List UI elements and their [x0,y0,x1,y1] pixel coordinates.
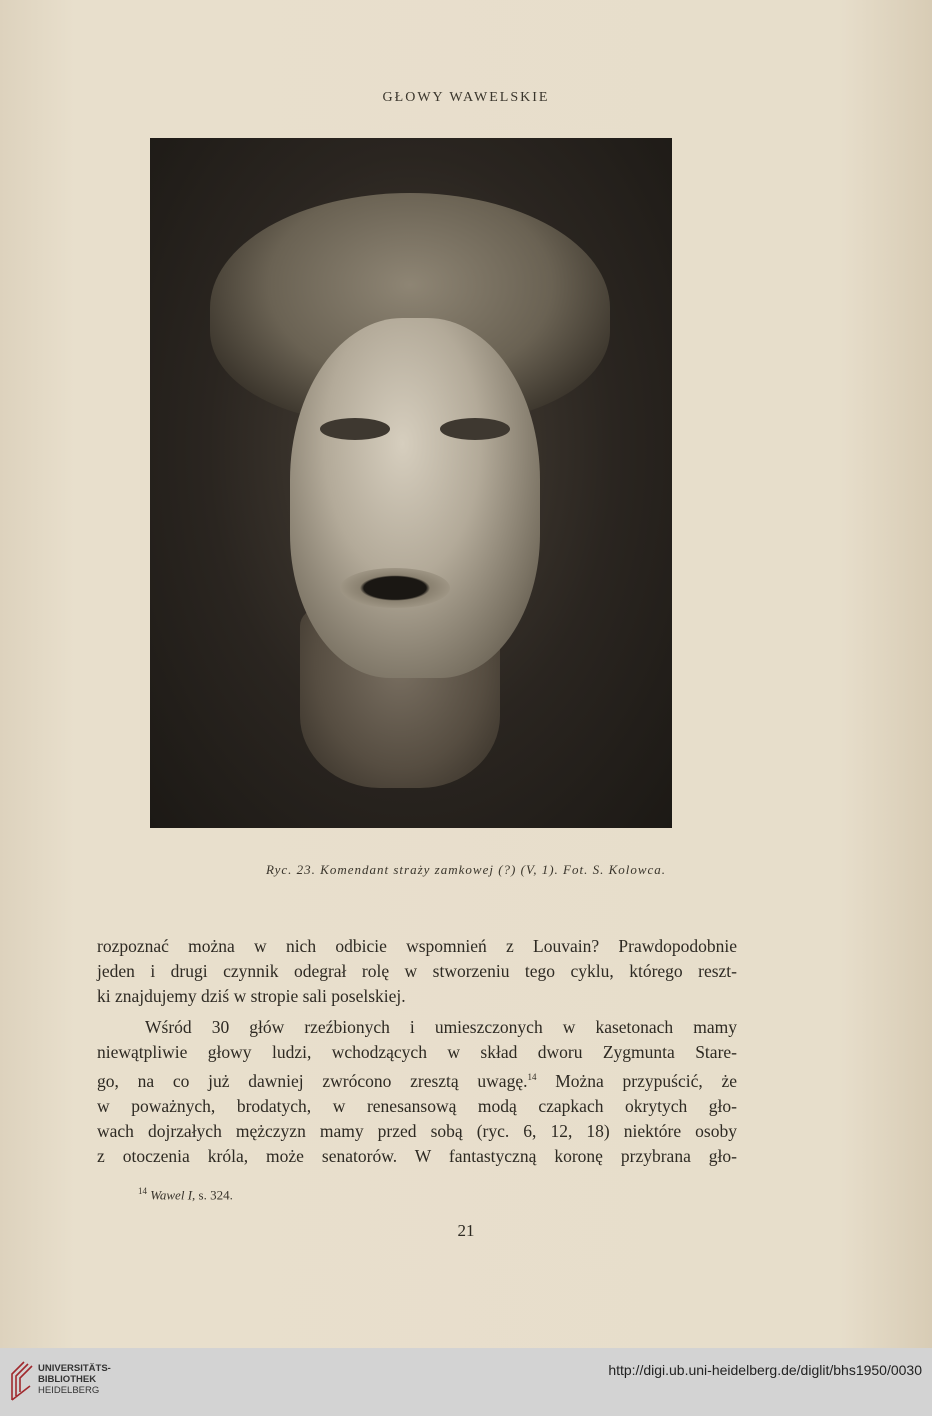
library-logo-text[interactable]: UNIVERSITÄTS- BIBLIOTHEK HEIDELBERG [38,1363,111,1396]
figure-caption: Ryc. 23. Komendant straży zamkowej (?) (V, 1). Fot. S. Kolowca. [265,862,667,877]
figure-photo-sculpted-head [150,138,672,828]
source-url-link[interactable]: http://digi.ub.uni-heidelberg.de/diglit/bhs1950/0030 [608,1362,922,1378]
footnote-mark: 14 [138,1186,147,1196]
body-text [97,934,737,1169]
photo-eye-right [440,418,510,440]
footnote-title: Wawel I, [150,1187,196,1203]
text-line [97,1065,737,1094]
footnote [138,1186,233,1203]
photo-face [290,318,540,678]
library-logo-icon[interactable] [8,1360,34,1404]
text-line: niewątpliwie głowy ludzi, wchodzących w skład dworu Zygmunta Stare- [97,1042,737,1062]
footnote-ref-text: s. 324. [195,1187,233,1203]
library-footer [0,1348,932,1416]
footnote-ref: 14 [527,1072,537,1082]
text-line: jeden i drugi czynnik odegrał rolę w stworzeniu tego cyklu, którego reszt- [97,961,737,981]
text-line: Wśród 30 głów rzeźbionych i umieszczonych w kasetonach mamy [145,1017,737,1037]
running-head: GŁOWY WAWELSKIE [382,90,550,105]
photo-eye-left [320,418,390,440]
text-line: wach dojrzałych mężczyzn mamy przed sobą (ryc. 6, 12, 18) niektóre osoby [97,1120,737,1141]
text-line: ki znajdujemy dziś w stropie sali poselskiej. [97,986,406,1006]
page-number: 21 [457,1221,475,1240]
text-span: go, na co już dawniej zwrócono zresztą uwagę. [97,1070,528,1091]
text-line: z otoczenia króla, może senatorów. W fantastyczną koronę przybrana gło- [97,1145,737,1166]
text-line: rozpoznać można w nich odbicie wspomnień z Louvain? Prawdopodobnie [97,936,737,956]
text-span: Można przypuścić, że [536,1070,737,1091]
text-line: w poważnych, brodatych, w renesansową modą czapkach okrytych gło- [97,1095,737,1116]
photo-mouth [340,568,450,608]
